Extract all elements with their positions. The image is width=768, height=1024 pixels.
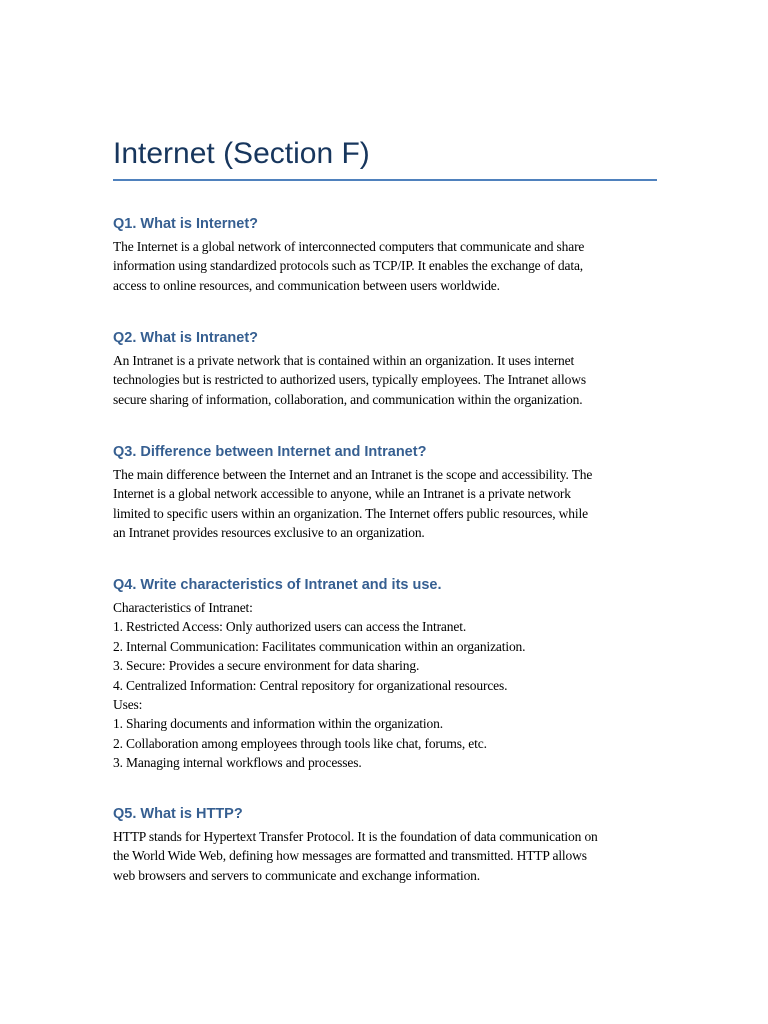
question-section-q3 <box>113 442 658 543</box>
answer-paragraph <box>113 351 658 409</box>
question-heading: Q1. What is Internet? <box>113 216 259 232</box>
answer-line: web browsers and servers to communicate and exchange information. <box>113 867 480 883</box>
answer-line: the World Wide Web, defining how messages are formatted and transmitted. HTTP allows <box>113 848 587 864</box>
answer-line: The main difference between the Internet and an Intranet is the scope and accessibility. The <box>113 467 593 482</box>
question-heading: Q2. What is Intranet? <box>113 330 259 346</box>
answer-line: access to online resources, and communication between users worldwide. <box>113 277 500 293</box>
question-section-q2 <box>113 328 658 409</box>
answer-line: 1. Restricted Access: Only authorized users can access the Intranet. <box>113 619 467 635</box>
answer-line: 3. Secure: Provides a secure environment for data sharing. <box>113 658 420 674</box>
answer-line: 2. Collaboration among employees through tools like chat, forums, etc. <box>113 735 487 751</box>
answer-line: 3. Managing internal workflows and processes. <box>113 755 362 771</box>
answer-line: HTTP stands for Hypertext Transfer Protocol. It is the foundation of data communication on <box>113 829 598 844</box>
question-section-q4 <box>113 575 658 773</box>
answer-line: 2. Internal Communication: Facilitates communication within an organization. <box>113 638 526 654</box>
answer-paragraph <box>113 237 658 295</box>
question-section-q5 <box>113 804 658 885</box>
answer-line: 4. Centralized Information: Central repository for organizational resources. <box>113 677 508 693</box>
question-heading: Q3. Difference between Internet and Intranet? <box>113 444 427 460</box>
answer-line: information using standardized protocols such as TCP/IP. It enables the exchange of data, <box>113 258 584 274</box>
answer-line: The Internet is a global network of interconnected computers that communicate and share <box>113 239 585 254</box>
answer-line: secure sharing of information, collaboration, and communication within the organization. <box>113 391 583 407</box>
answer-paragraph <box>113 598 658 773</box>
answer-paragraph <box>113 465 658 543</box>
answer-line: limited to specific users within an organization. The Internet offers public resources, while <box>113 505 588 521</box>
question-heading: Q4. Write characteristics of Intranet and its use. <box>113 577 442 593</box>
answer-line: Internet is a global network accessible to anyone, while an Intranet is a private network <box>113 486 571 502</box>
question-heading: Q5. What is HTTP? <box>113 806 243 822</box>
answer-line: An Intranet is a private network that is contained within an organization. It uses internet <box>113 353 575 368</box>
answer-line: technologies but is restricted to authorized users, typically employees. The Intranet allows <box>113 372 586 388</box>
answer-line: Characteristics of Intranet: <box>113 600 253 615</box>
question-section-q1 <box>113 214 658 295</box>
answer-paragraph <box>113 827 658 885</box>
answer-line: 1. Sharing documents and information within the organization. <box>113 716 443 732</box>
title-underline-rule <box>113 179 657 181</box>
answer-line: an Intranet provides resources exclusive to an organization. <box>113 525 425 541</box>
document-title: Internet (Section F) <box>113 137 370 170</box>
answer-line: Uses: <box>113 697 143 713</box>
